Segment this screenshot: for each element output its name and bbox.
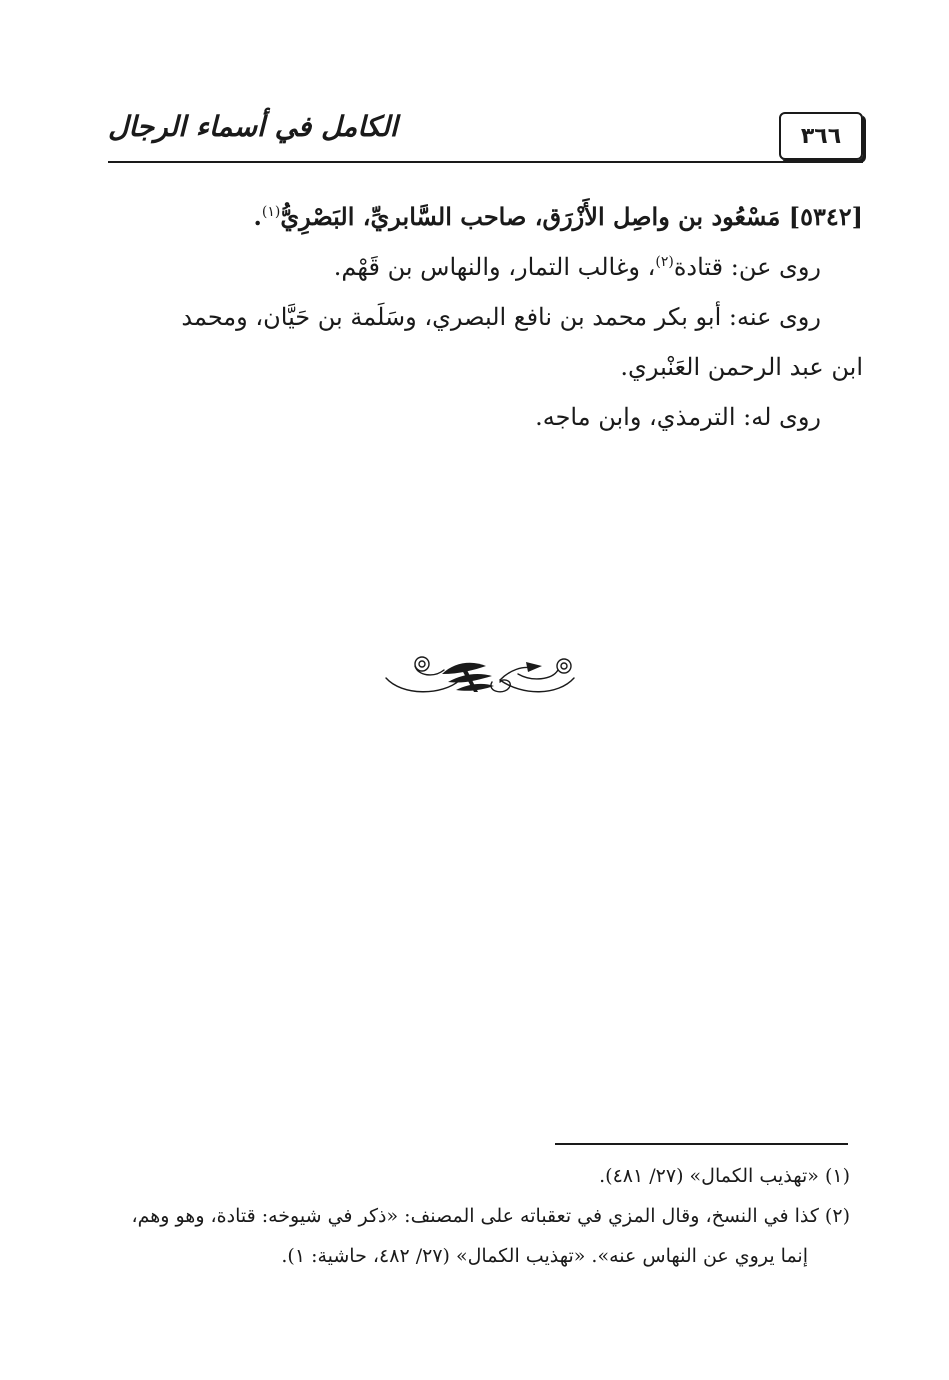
entry-heading-end: .: [253, 202, 262, 231]
footnote-ref-2[interactable]: (٢): [655, 254, 674, 270]
narrated-by-line: روى عنه: أبو بكر محمد بن نافع البصري، وسَلَمة بن حَيَّان، ومحمد: [181, 303, 821, 331]
entry-body: [108, 192, 863, 442]
footnote-2-continuation: إنما يروي عن النهاس عنه». «تهذيب الكمال» (٢٧/ ٤٨٢، حاشية: ١).: [281, 1245, 808, 1267]
narrated-from-text-b: ، وغالب التمار، والنهاس بن قَهْم.: [333, 253, 656, 281]
narrated-by-continuation: ابن عبد الرحمن العَنْبري.: [620, 353, 863, 381]
page-header: [108, 108, 863, 164]
page-number: ٣٦٦: [779, 112, 863, 160]
footnote-1: (١) «تهذيب الكمال» (٢٧/ ٤٨١).: [599, 1165, 850, 1187]
footnote-ref-1[interactable]: (١): [261, 204, 281, 220]
entry-heading-text: [٥٣٤٢] مَسْعُود بن واصِل الأَزْرَق، صاحب السَّابريِّ، البَصْرِيُّ: [280, 202, 863, 231]
transmitted-by-line: روى له: الترمذي، وابن ماجه.: [535, 403, 821, 431]
entry-heading: [108, 192, 863, 242]
footnotes: [100, 1156, 850, 1276]
narrated-from-text-a: روى عن: قتادة: [673, 253, 821, 281]
header-divider: [108, 161, 863, 163]
narrated-from-line: [108, 242, 863, 292]
ornament-divider-icon: [382, 652, 578, 698]
footnote-2: (٢) كذا في النسخ، وقال المزي في تعقباته على المصنف: «ذكر في شيوخه: قتادة، وهو وهم،: [131, 1205, 850, 1227]
running-title: الكامل في أسماء الرجال: [108, 110, 398, 143]
footnote-divider: [555, 1143, 848, 1145]
